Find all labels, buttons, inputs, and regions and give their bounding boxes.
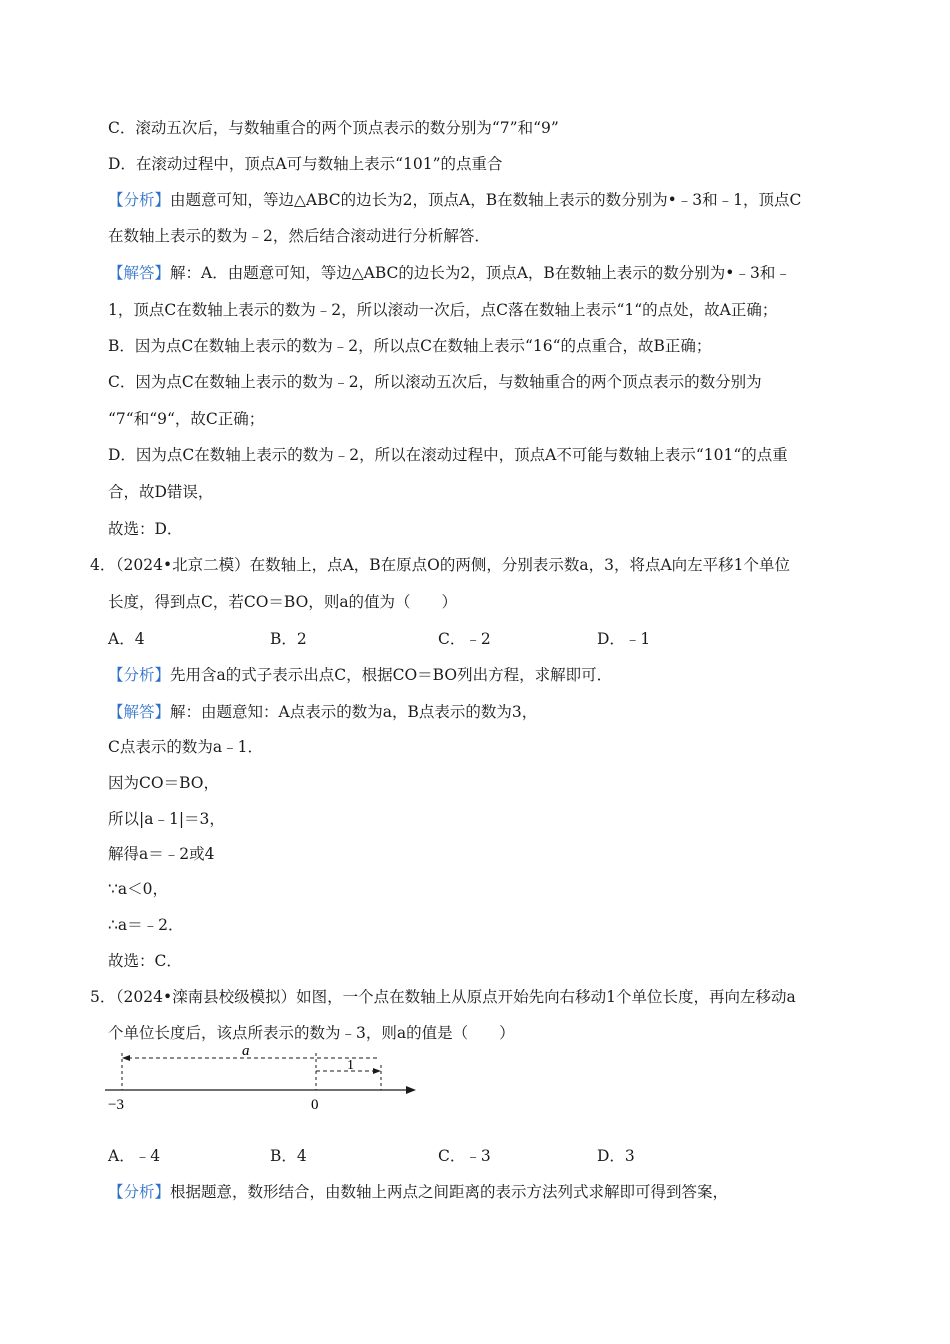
label-a: a	[242, 1045, 250, 1059]
analysis-text: 由题意可知，等边△ABC的边长为2，顶点A，B在数轴上表示的数分别为•﹣3和﹣1，顶点C	[170, 191, 802, 209]
q3-answer-line6: D．因为点C在数轴上表示的数为﹣2，所以在滚动过程中，顶点A不可能与数轴上表示“101“的点重	[108, 446, 788, 464]
answer-text: 解：由题意知：A点表示的数为a，B点表示的数为3，	[170, 703, 538, 721]
q3-option-c: C．滚动五次后，与数轴重合的两个顶点表示的数分别为“7”和“9”	[108, 119, 559, 137]
q4-option-b: B．2	[270, 630, 307, 648]
analysis-text: 根据题意，数形结合，由数轴上两点之间距离的表示方法列式求解即可得到答案，	[170, 1183, 729, 1201]
q5-option-d: D．3	[597, 1147, 635, 1165]
q5-stem-line1: （2024•滦南县校级模拟）如图，一个点在数轴上从原点开始先向右移动1个单位长度，再向左移动a	[108, 988, 796, 1006]
q3-answer-line7: 合，故D错误，	[108, 483, 214, 501]
axis-arrowhead	[406, 1086, 416, 1094]
q3-answer-line2: 1，顶点C在数轴上表示的数为﹣2，所以滚动一次后，点C落在数轴上表示“1“的点处，故A正确；	[108, 301, 778, 319]
answer-tag: 【解答】	[108, 703, 171, 721]
analysis-text: 先用含a的式子表示出点C，根据CO＝BO列出方程，求解即可．	[170, 666, 613, 684]
q4-answer-line5: 解得a＝﹣2或4	[108, 845, 215, 863]
q4-analysis	[108, 665, 612, 685]
q4-answer-line2: C点表示的数为a﹣1．	[108, 738, 263, 756]
q4-option-a: A．4	[108, 630, 145, 648]
q5-analysis	[108, 1182, 728, 1202]
q3-answer-line1	[108, 263, 791, 283]
analysis-tag: 【分析】	[108, 191, 171, 209]
arrow-a-head	[122, 1055, 130, 1061]
q3-answer-line3: B．因为点C在数轴上表示的数为﹣2，所以点C在数轴上表示“16“的点重合，故B正确；	[108, 337, 712, 355]
q5-option-b: B．4	[270, 1147, 307, 1165]
q3-analysis-line2: 在数轴上表示的数为﹣2，然后结合滚动进行分析解答．	[108, 227, 490, 245]
q3-option-d: D．在滚动过程中，顶点A可与数轴上表示“101”的点重合	[108, 155, 503, 173]
q4-choose: 故选：C．	[108, 952, 182, 970]
q4-option-d: D．﹣1	[597, 630, 651, 648]
q4-stem-line1: （2024•北京二模）在数轴上，点A，B在原点O的两侧，分别表示数a，3，将点A向左平移1个单位	[108, 556, 791, 574]
q3-answer-line4: C．因为点C在数轴上表示的数为﹣2，所以滚动五次后，与数轴重合的两个顶点表示的数分别为	[108, 373, 762, 391]
analysis-tag: 【分析】	[108, 1183, 171, 1201]
q5-stem-line2: 个单位长度后，该点所表示的数为﹣3，则a的值是（ ）	[108, 1024, 515, 1042]
q4-answer-line1	[108, 702, 537, 722]
q4-answer-line7: ∴a＝﹣2．	[108, 916, 184, 934]
q4-answer-line3: 因为CO＝BO，	[108, 774, 219, 792]
label-1: 1	[347, 1058, 354, 1073]
answer-text: 解：A．由题意可知，等边△ABC的边长为2，顶点A，B在数轴上表示的数分别为•﹣3和﹣	[170, 264, 791, 282]
q5-option-a: A．﹣4	[108, 1147, 161, 1165]
q4-option-c: C．﹣2	[438, 630, 491, 648]
q3-choose: 故选：D．	[108, 520, 183, 538]
q5-number: 5．	[90, 988, 116, 1006]
q4-stem-line2: 长度，得到点C，若CO＝BO，则a的值为（ ）	[108, 593, 458, 611]
arrow-1-head	[373, 1068, 381, 1074]
q4-answer-line4: 所以|a﹣1|＝3，	[108, 810, 225, 828]
q3-answer-line5: “7“和“9“，故C正确；	[108, 410, 265, 428]
tick-label-0: 0	[311, 1097, 319, 1113]
q3-analysis-line1	[108, 190, 801, 210]
q4-answer-line6: ∵a＜0，	[108, 880, 168, 898]
answer-tag: 【解答】	[108, 264, 171, 282]
number-line-figure	[100, 1045, 430, 1115]
q4-number: 4．	[90, 556, 116, 574]
q5-option-c: C．﹣3	[438, 1147, 491, 1165]
analysis-tag: 【分析】	[108, 666, 171, 684]
tick-label-neg3: −3	[108, 1097, 124, 1113]
